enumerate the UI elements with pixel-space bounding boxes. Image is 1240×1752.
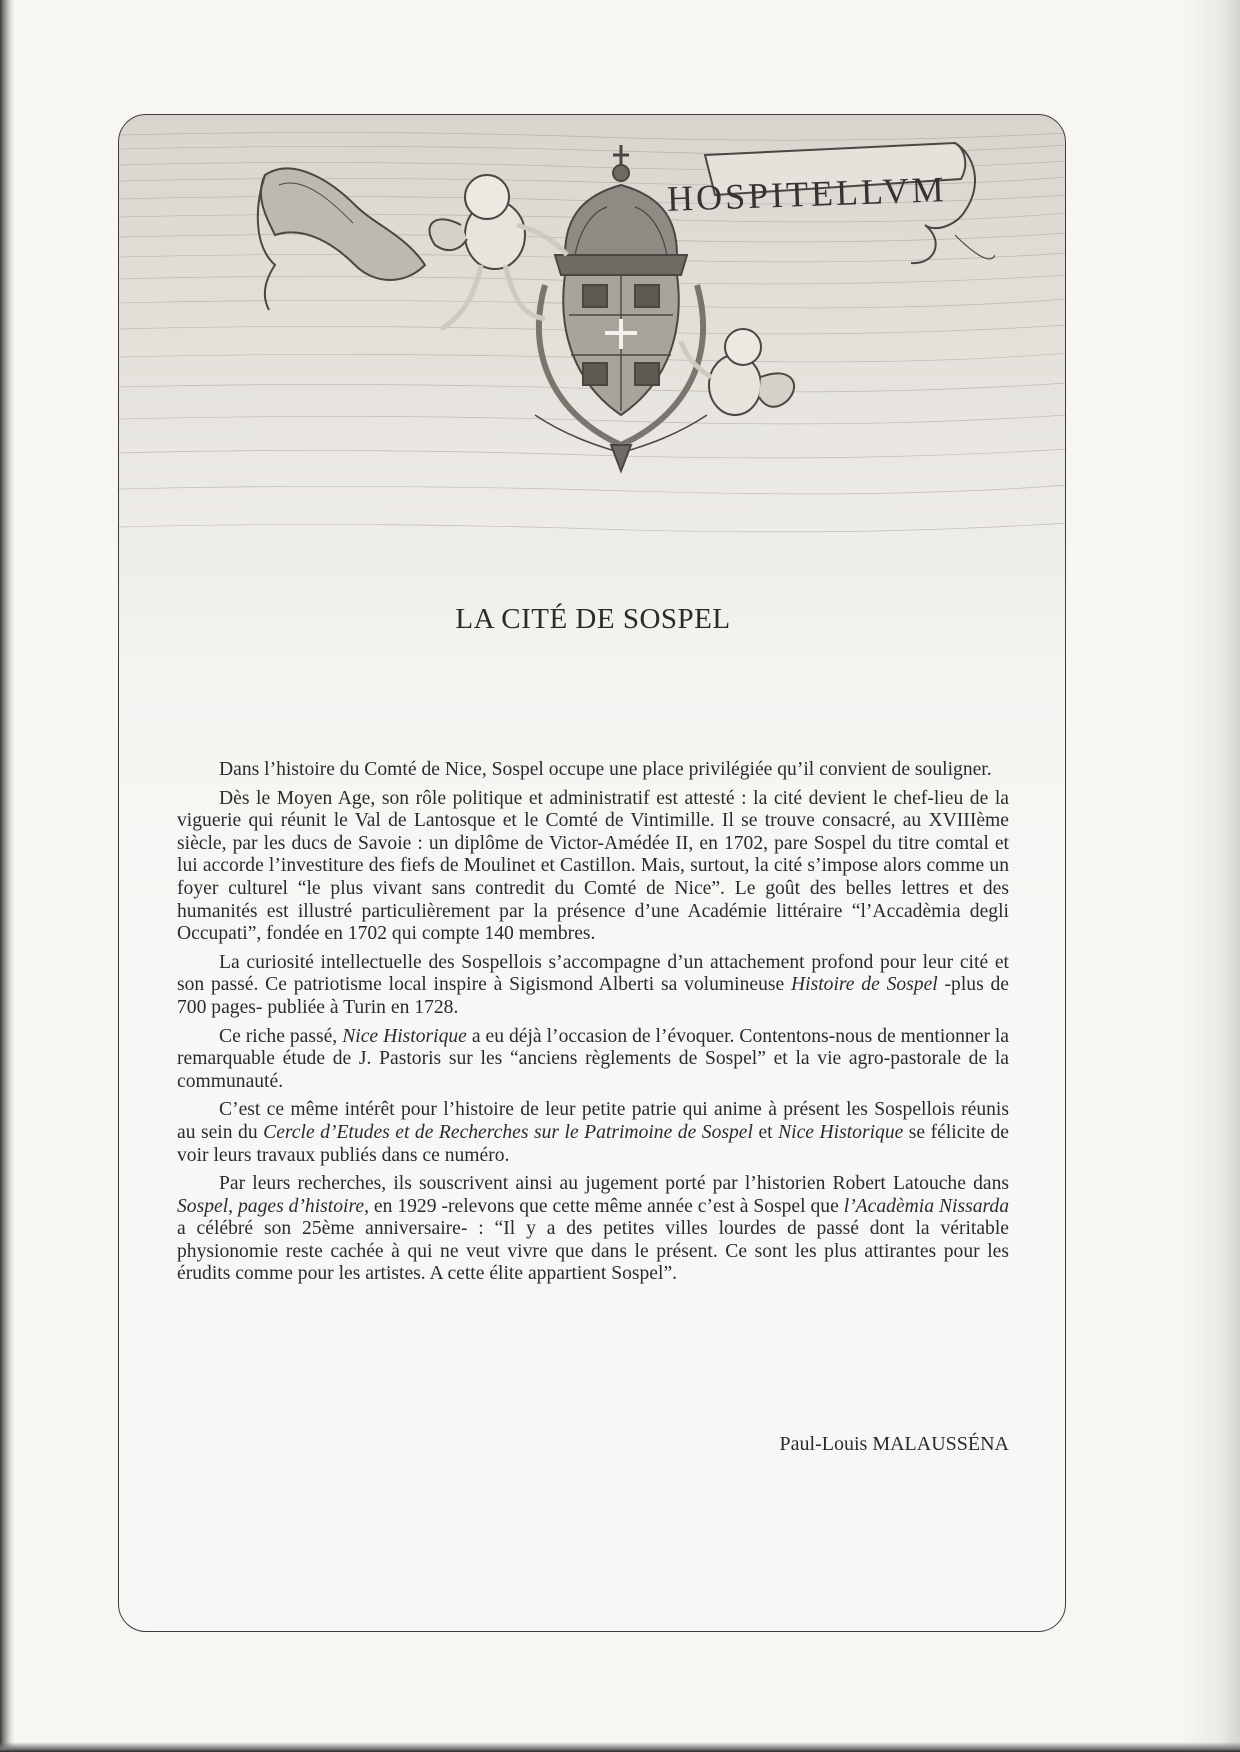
article-body <box>177 759 1009 1292</box>
italic-reference: Nice Historique <box>342 1025 467 1047</box>
italic-reference: Cercle d’Etudes et de Recherches sur le Patrimoine de Sospel <box>263 1121 753 1143</box>
page-binding-shadow <box>0 0 14 1752</box>
article-frame <box>118 114 1066 1632</box>
text-segment: se félicite de voir leurs travaux publiés dans ce numéro. <box>177 1121 1009 1166</box>
italic-reference: Sospel, pages d’histoire <box>177 1195 365 1217</box>
author-signature: Paul-Louis MALAUSSÉNA <box>779 1433 1009 1455</box>
article-paragraph <box>177 759 1009 782</box>
text-segment: Par leurs recherches, ils souscrivent ainsi au jugement porté par l’historien Robert Latouche dans <box>219 1173 1009 1195</box>
text-segment: La curiosité intellectuelle des Sospellois s’accompagne d’un attachement profond pour leur cité et son passé. Ce patriotisme local inspire à Sigismond Alberti sa volumineuse <box>177 951 1009 996</box>
text-segment: Dans l’histoire du Comté de Nice, Sospel occupe une place privilégiée qu’il convient de souligner. <box>219 759 992 780</box>
article-paragraph <box>177 1173 1009 1286</box>
italic-reference: Nice Historique <box>778 1121 904 1143</box>
article-paragraph <box>177 952 1009 1020</box>
text-segment: Ce riche passé, <box>219 1025 343 1047</box>
page-title: LA CITÉ DE SOSPEL <box>455 603 731 635</box>
text-segment: -plus de 700 pages- publiée à Turin en 1728. <box>177 974 1009 1018</box>
text-segment: a eu déjà l’occasion de l’évoquer. Contentons-nous de mentionner la remarquable étude de J. Pastoris sur les “anciens règlements de Sospel” et la vie agro-pastorale de la communauté. <box>177 1025 1009 1092</box>
text-segment: , en 1929 -relevons que cette même année c’est à Sospel que <box>364 1195 844 1217</box>
article-paragraph <box>177 1026 1009 1094</box>
article-paragraph <box>177 1099 1009 1167</box>
article-paragraph <box>177 788 1009 946</box>
banner-motto: HOSPITELLVM <box>666 169 948 219</box>
italic-reference: Histoire de Sospel <box>791 974 938 996</box>
text-segment: a célébré son 25ème anniversaire- : “Il y a des petites villes lourdes de passé dont la véritable physionomie reste cachée à qui ne veut vivre que dans le présent. Ce sont les plus attirantes pour les érudits comme pour les artistes. A cette élite appartient Sospel”. <box>177 1218 1009 1285</box>
page-bottom-edge <box>0 1742 1240 1752</box>
text-segment: C’est ce même intérêt pour l’histoire de leur petite patrie qui anime à présent les Sospellois réunis au sein du <box>177 1099 1009 1143</box>
text-segment: et <box>752 1121 779 1143</box>
italic-reference: l’Acadèmia Nissarda <box>843 1195 1010 1217</box>
text-segment: Dès le Moyen Age, son rôle politique et administratif est attesté : la cité devient le chef-lieu de la viguerie qui réunit le Val de Lantosque et le Comté de Vintimille. Il se trouve consacré, au XVIIIème siècle, par les ducs de Savoie : un diplôme de Victor-Amédée II, en 1702, pare Sospel du titre comtal et lui accorde l’investiture des fiefs de Moulinet et Castillon. Mais, surtout, la cité s’impose alors comme un foyer culturel “le plus vivant sans contredit du Comté de Nice”. Le goût des belles lettres et des humanités est illustré particulièrement par la présence d’une Académie littéraire “l’Accadèmia degli Occupati”, fondée en 1702 qui compte 140 membres. <box>177 787 1009 945</box>
page-edge-shade <box>1180 0 1240 1752</box>
